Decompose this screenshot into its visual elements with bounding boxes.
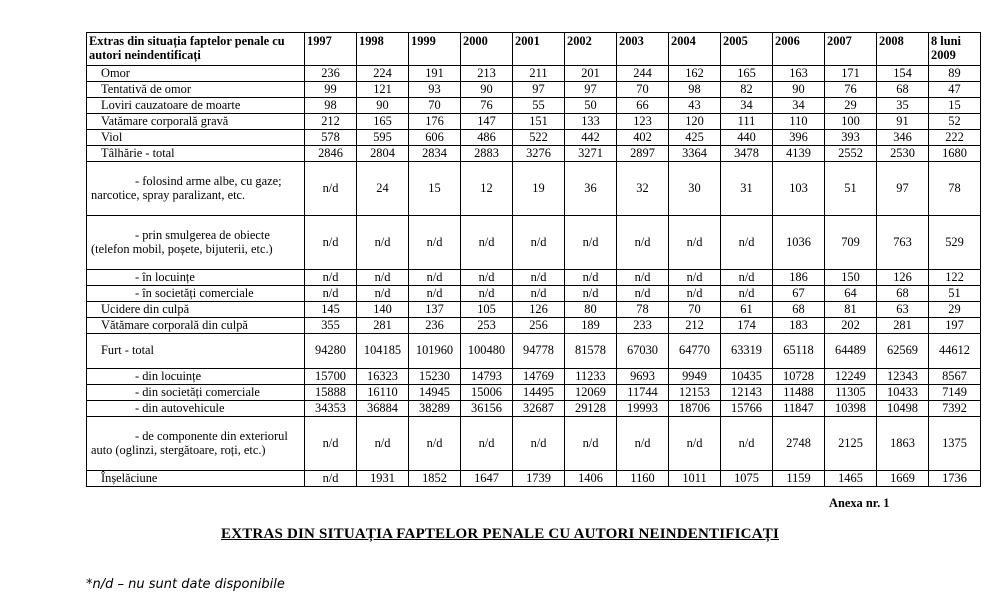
value-cell: 14945	[409, 385, 461, 401]
row-label: Vătămare corporală din culpă	[87, 318, 305, 334]
value-cell: 98	[669, 82, 721, 98]
value-cell: 396	[773, 130, 825, 146]
value-cell: n/d	[669, 417, 721, 471]
value-cell: 14793	[461, 369, 513, 385]
value-cell: 68	[773, 302, 825, 318]
value-cell: n/d	[357, 417, 409, 471]
value-cell: 19993	[617, 401, 669, 417]
value-cell: 11305	[825, 385, 877, 401]
value-cell: 35	[877, 98, 929, 114]
value-cell: n/d	[617, 417, 669, 471]
value-cell: 52	[929, 114, 981, 130]
value-cell: 4139	[773, 146, 825, 162]
value-cell: 1739	[513, 471, 565, 487]
value-cell: 94280	[305, 334, 357, 369]
table-row	[87, 369, 981, 385]
value-cell: 1736	[929, 471, 981, 487]
value-cell: 3271	[565, 146, 617, 162]
value-cell: 89	[929, 66, 981, 82]
value-cell: 31	[721, 162, 773, 216]
value-cell: 38289	[409, 401, 461, 417]
value-cell: 137	[409, 302, 461, 318]
value-cell: 100480	[461, 334, 513, 369]
value-cell: 10498	[877, 401, 929, 417]
row-label: - în societăți comerciale	[87, 286, 305, 302]
value-cell: 145	[305, 302, 357, 318]
row-label: - în locuințe	[87, 270, 305, 286]
year-header: 1999	[409, 33, 461, 66]
value-cell: 224	[357, 66, 409, 82]
value-cell: 101960	[409, 334, 461, 369]
value-cell: 34	[773, 98, 825, 114]
value-cell: 1375	[929, 417, 981, 471]
value-cell: 201	[565, 66, 617, 82]
value-cell: 123	[617, 114, 669, 130]
value-cell: n/d	[305, 162, 357, 216]
value-cell: 197	[929, 318, 981, 334]
value-cell: 1647	[461, 471, 513, 487]
value-cell: 32687	[513, 401, 565, 417]
value-cell: 9693	[617, 369, 669, 385]
table-row	[87, 417, 981, 471]
value-cell: n/d	[513, 270, 565, 286]
value-cell: 66	[617, 98, 669, 114]
value-cell: 1160	[617, 471, 669, 487]
value-cell: 110	[773, 114, 825, 130]
row-label: Tâlhărie - total	[87, 146, 305, 162]
value-cell: 346	[877, 130, 929, 146]
table-row	[87, 471, 981, 487]
value-cell: n/d	[513, 286, 565, 302]
value-cell: 355	[305, 318, 357, 334]
footnote: *n/d – nu sunt date disponibile	[86, 577, 285, 592]
value-cell: 70	[409, 98, 461, 114]
row-label: Înșelăciune	[87, 471, 305, 487]
value-cell: 133	[565, 114, 617, 130]
value-cell: n/d	[617, 216, 669, 270]
value-cell: 1680	[929, 146, 981, 162]
year-header: 2004	[669, 33, 721, 66]
value-cell: n/d	[461, 417, 513, 471]
value-cell: 64489	[825, 334, 877, 369]
value-cell: 82	[721, 82, 773, 98]
value-cell: 2897	[617, 146, 669, 162]
value-cell: 43	[669, 98, 721, 114]
value-cell: 1931	[357, 471, 409, 487]
table-row	[87, 302, 981, 318]
value-cell: 12143	[721, 385, 773, 401]
value-cell: 11233	[565, 369, 617, 385]
value-cell: 62569	[877, 334, 929, 369]
value-cell: 12069	[565, 385, 617, 401]
value-cell: 36884	[357, 401, 409, 417]
value-cell: 90	[357, 98, 409, 114]
value-cell: 8567	[929, 369, 981, 385]
value-cell: n/d	[565, 286, 617, 302]
value-cell: 1406	[565, 471, 617, 487]
value-cell: 202	[825, 318, 877, 334]
value-cell: 64770	[669, 334, 721, 369]
value-cell: 529	[929, 216, 981, 270]
value-cell: 522	[513, 130, 565, 146]
value-cell: 10433	[877, 385, 929, 401]
value-cell: 150	[825, 270, 877, 286]
value-cell: 7149	[929, 385, 981, 401]
value-cell: 440	[721, 130, 773, 146]
value-cell: 15006	[461, 385, 513, 401]
value-cell: n/d	[305, 417, 357, 471]
row-label: Omor	[87, 66, 305, 82]
value-cell: 1159	[773, 471, 825, 487]
value-cell: 64	[825, 286, 877, 302]
value-cell: n/d	[721, 286, 773, 302]
value-cell: 90	[773, 82, 825, 98]
value-cell: n/d	[357, 270, 409, 286]
value-cell: 97	[565, 82, 617, 98]
year-header: 1998	[357, 33, 409, 66]
value-cell: 256	[513, 318, 565, 334]
value-cell: 211	[513, 66, 565, 82]
value-cell: 1011	[669, 471, 721, 487]
value-cell: 222	[929, 130, 981, 146]
row-label: Viol	[87, 130, 305, 146]
row-label: - folosind arme albe, cu gaze; narcotice, spray paralizant, etc.	[87, 162, 305, 216]
year-header: 2003	[617, 33, 669, 66]
value-cell: 154	[877, 66, 929, 82]
value-cell: 606	[409, 130, 461, 146]
value-cell: 162	[669, 66, 721, 82]
value-cell: 122	[929, 270, 981, 286]
value-cell: 67	[773, 286, 825, 302]
value-cell: 11847	[773, 401, 825, 417]
value-cell: 151	[513, 114, 565, 130]
value-cell: 126	[513, 302, 565, 318]
year-header: 2008	[877, 33, 929, 66]
value-cell: 165	[357, 114, 409, 130]
value-cell: n/d	[721, 270, 773, 286]
value-cell: n/d	[669, 216, 721, 270]
year-header: 2000	[461, 33, 513, 66]
value-cell: n/d	[617, 286, 669, 302]
table-row	[87, 216, 981, 270]
value-cell: 36156	[461, 401, 513, 417]
table-row	[87, 334, 981, 369]
value-cell: 2125	[825, 417, 877, 471]
value-cell: 236	[305, 66, 357, 82]
value-cell: 90	[461, 82, 513, 98]
value-cell: n/d	[305, 471, 357, 487]
table-row	[87, 162, 981, 216]
year-header: 2002	[565, 33, 617, 66]
value-cell: 1075	[721, 471, 773, 487]
value-cell: n/d	[305, 270, 357, 286]
value-cell: n/d	[721, 417, 773, 471]
value-cell: 29128	[565, 401, 617, 417]
value-cell: 65118	[773, 334, 825, 369]
crime-statistics-table	[86, 32, 981, 487]
value-cell: n/d	[617, 270, 669, 286]
value-cell: 104185	[357, 334, 409, 369]
value-cell: 121	[357, 82, 409, 98]
value-cell: 1852	[409, 471, 461, 487]
value-cell: 15	[929, 98, 981, 114]
value-cell: n/d	[565, 417, 617, 471]
value-cell: 486	[461, 130, 513, 146]
value-cell: 189	[565, 318, 617, 334]
header-label-cell: Extras din situația faptelor penale cu autori neindentificați	[87, 33, 305, 66]
value-cell: 78	[617, 302, 669, 318]
value-cell: 1465	[825, 471, 877, 487]
year-header: 2005	[721, 33, 773, 66]
value-cell: 44612	[929, 334, 981, 369]
value-cell: 15888	[305, 385, 357, 401]
value-cell: n/d	[669, 270, 721, 286]
value-cell: 63	[877, 302, 929, 318]
value-cell: n/d	[305, 216, 357, 270]
value-cell: 100	[825, 114, 877, 130]
value-cell: n/d	[461, 270, 513, 286]
table-row	[87, 98, 981, 114]
value-cell: 1036	[773, 216, 825, 270]
value-cell: 186	[773, 270, 825, 286]
value-cell: 140	[357, 302, 409, 318]
value-cell: 15	[409, 162, 461, 216]
table-row	[87, 270, 981, 286]
value-cell: 165	[721, 66, 773, 82]
row-label: Vatămare corporală gravă	[87, 114, 305, 130]
table-row	[87, 146, 981, 162]
value-cell: 14495	[513, 385, 565, 401]
row-label: Furt - total	[87, 334, 305, 369]
row-label: - din locuințe	[87, 369, 305, 385]
value-cell: 281	[877, 318, 929, 334]
value-cell: 236	[409, 318, 461, 334]
value-cell: n/d	[721, 216, 773, 270]
row-label: Tentativă de omor	[87, 82, 305, 98]
table-row	[87, 286, 981, 302]
value-cell: 2748	[773, 417, 825, 471]
value-cell: 12	[461, 162, 513, 216]
value-cell: 91	[877, 114, 929, 130]
value-cell: 147	[461, 114, 513, 130]
value-cell: 126	[877, 270, 929, 286]
value-cell: 2552	[825, 146, 877, 162]
value-cell: n/d	[357, 286, 409, 302]
value-cell: n/d	[409, 286, 461, 302]
value-cell: 120	[669, 114, 721, 130]
value-cell: 7392	[929, 401, 981, 417]
annex-label: Anexa nr. 1	[829, 496, 890, 510]
value-cell: 97	[877, 162, 929, 216]
value-cell: n/d	[513, 216, 565, 270]
value-cell: 76	[825, 82, 877, 98]
year-header: 2001	[513, 33, 565, 66]
value-cell: 67030	[617, 334, 669, 369]
value-cell: 34	[721, 98, 773, 114]
value-cell: 244	[617, 66, 669, 82]
value-cell: 2530	[877, 146, 929, 162]
value-cell: 68	[877, 286, 929, 302]
value-cell: 2846	[305, 146, 357, 162]
value-cell: 18706	[669, 401, 721, 417]
value-cell: 30	[669, 162, 721, 216]
row-label: - din societăți comerciale	[87, 385, 305, 401]
value-cell: 281	[357, 318, 409, 334]
year-header: 2006	[773, 33, 825, 66]
value-cell: 70	[669, 302, 721, 318]
table-row	[87, 66, 981, 82]
value-cell: 174	[721, 318, 773, 334]
row-label: - prin smulgerea de obiecte (telefon mobil, poșete, bijuterii, etc.)	[87, 216, 305, 270]
table-body	[87, 66, 981, 487]
table-header-row	[87, 33, 981, 66]
table-row	[87, 401, 981, 417]
row-label: Ucidere din culpă	[87, 302, 305, 318]
value-cell: n/d	[305, 286, 357, 302]
value-cell: 12153	[669, 385, 721, 401]
value-cell: 47	[929, 82, 981, 98]
table-row	[87, 318, 981, 334]
value-cell: 578	[305, 130, 357, 146]
value-cell: 80	[565, 302, 617, 318]
value-cell: 70	[617, 82, 669, 98]
value-cell: 81	[825, 302, 877, 318]
row-label: Loviri cauzatoare de moarte	[87, 98, 305, 114]
value-cell: 9949	[669, 369, 721, 385]
value-cell: 63319	[721, 334, 773, 369]
value-cell: 15700	[305, 369, 357, 385]
value-cell: 763	[877, 216, 929, 270]
value-cell: 3276	[513, 146, 565, 162]
value-cell: n/d	[565, 216, 617, 270]
value-cell: n/d	[409, 417, 461, 471]
value-cell: 10435	[721, 369, 773, 385]
value-cell: 50	[565, 98, 617, 114]
value-cell: 2883	[461, 146, 513, 162]
value-cell: 2804	[357, 146, 409, 162]
value-cell: 176	[409, 114, 461, 130]
table-row	[87, 82, 981, 98]
value-cell: 212	[669, 318, 721, 334]
value-cell: 78	[929, 162, 981, 216]
value-cell: n/d	[565, 270, 617, 286]
value-cell: 11744	[617, 385, 669, 401]
value-cell: 93	[409, 82, 461, 98]
value-cell: 98	[305, 98, 357, 114]
value-cell: 111	[721, 114, 773, 130]
value-cell: n/d	[461, 286, 513, 302]
value-cell: 10728	[773, 369, 825, 385]
value-cell: 595	[357, 130, 409, 146]
value-cell: 402	[617, 130, 669, 146]
value-cell: 94778	[513, 334, 565, 369]
value-cell: n/d	[461, 216, 513, 270]
value-cell: n/d	[669, 286, 721, 302]
value-cell: 3364	[669, 146, 721, 162]
value-cell: 51	[929, 286, 981, 302]
value-cell: 15230	[409, 369, 461, 385]
value-cell: 32	[617, 162, 669, 216]
row-label: - de componente din exteriorul auto (oglinzi, stergătoare, roți, etc.)	[87, 417, 305, 471]
value-cell: n/d	[513, 417, 565, 471]
value-cell: 213	[461, 66, 513, 82]
document-title: EXTRAS DIN SITUAȚIA FAPTELOR PENALE CU AUTORI NEINDENTIFICAȚI	[220, 526, 779, 542]
value-cell: n/d	[409, 270, 461, 286]
table-row	[87, 114, 981, 130]
value-cell: 183	[773, 318, 825, 334]
value-cell: 68	[877, 82, 929, 98]
value-cell: 10398	[825, 401, 877, 417]
value-cell: n/d	[409, 216, 461, 270]
value-cell: 36	[565, 162, 617, 216]
year-header: 2007	[825, 33, 877, 66]
value-cell: 12343	[877, 369, 929, 385]
value-cell: 442	[565, 130, 617, 146]
value-cell: 97	[513, 82, 565, 98]
value-cell: 55	[513, 98, 565, 114]
value-cell: 1863	[877, 417, 929, 471]
value-cell: 51	[825, 162, 877, 216]
value-cell: 191	[409, 66, 461, 82]
table-row	[87, 130, 981, 146]
value-cell: 171	[825, 66, 877, 82]
value-cell: 11488	[773, 385, 825, 401]
value-cell: 29	[929, 302, 981, 318]
value-cell: 2834	[409, 146, 461, 162]
value-cell: 393	[825, 130, 877, 146]
year-header: 1997	[305, 33, 357, 66]
value-cell: 253	[461, 318, 513, 334]
value-cell: 24	[357, 162, 409, 216]
value-cell: 12249	[825, 369, 877, 385]
value-cell: 15766	[721, 401, 773, 417]
value-cell: 105	[461, 302, 513, 318]
value-cell: 16110	[357, 385, 409, 401]
row-label: - din autovehicule	[87, 401, 305, 417]
value-cell: n/d	[357, 216, 409, 270]
value-cell: 212	[305, 114, 357, 130]
value-cell: 14769	[513, 369, 565, 385]
value-cell: 34353	[305, 401, 357, 417]
value-cell: 709	[825, 216, 877, 270]
value-cell: 61	[721, 302, 773, 318]
value-cell: 233	[617, 318, 669, 334]
value-cell: 16323	[357, 369, 409, 385]
value-cell: 163	[773, 66, 825, 82]
year-header: 8 luni 2009	[929, 33, 981, 66]
value-cell: 99	[305, 82, 357, 98]
value-cell: 76	[461, 98, 513, 114]
value-cell: 81578	[565, 334, 617, 369]
value-cell: 103	[773, 162, 825, 216]
value-cell: 3478	[721, 146, 773, 162]
value-cell: 1669	[877, 471, 929, 487]
value-cell: 19	[513, 162, 565, 216]
value-cell: 425	[669, 130, 721, 146]
value-cell: 29	[825, 98, 877, 114]
table-row	[87, 385, 981, 401]
